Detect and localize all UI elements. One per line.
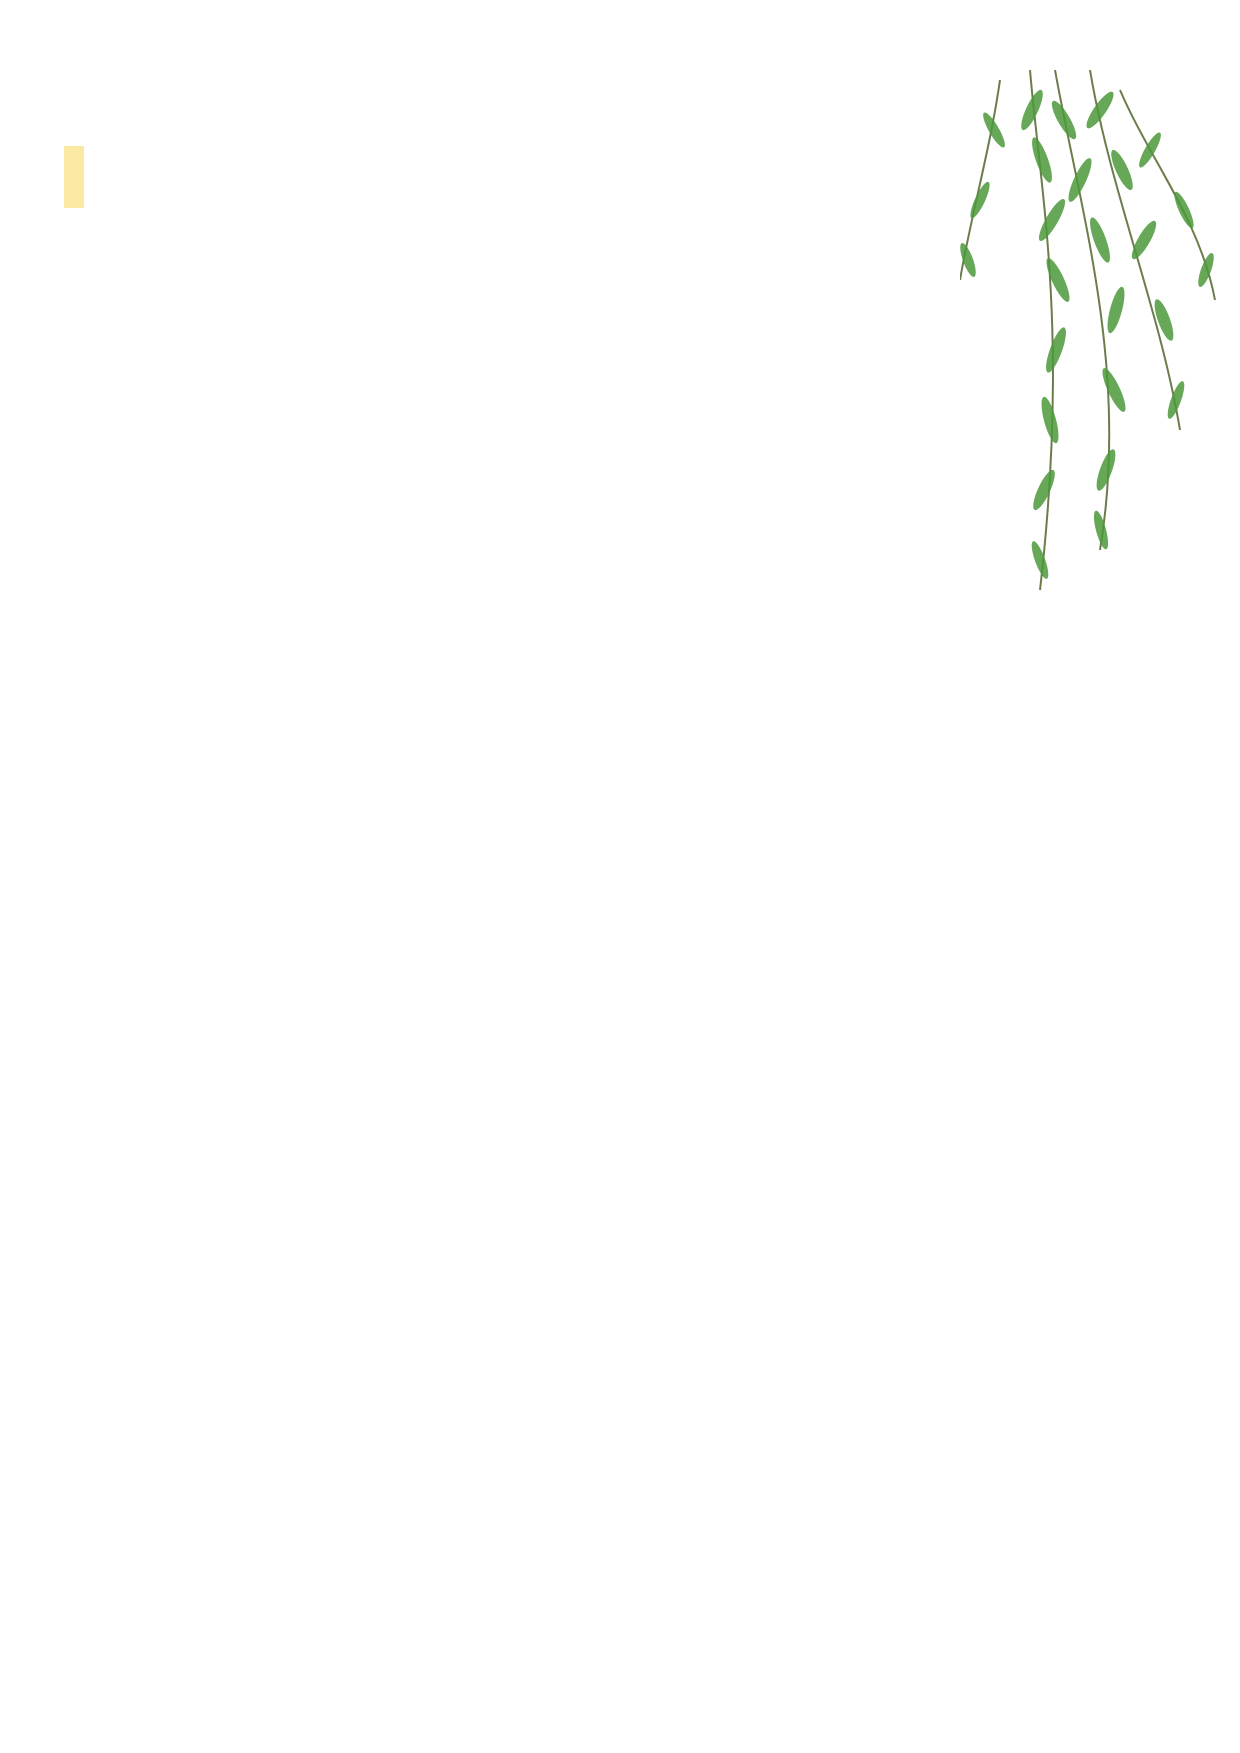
- willow-branch-illustration: [960, 70, 1220, 630]
- top-synonym-row: [0, 62, 1240, 122]
- section-title: [64, 146, 84, 208]
